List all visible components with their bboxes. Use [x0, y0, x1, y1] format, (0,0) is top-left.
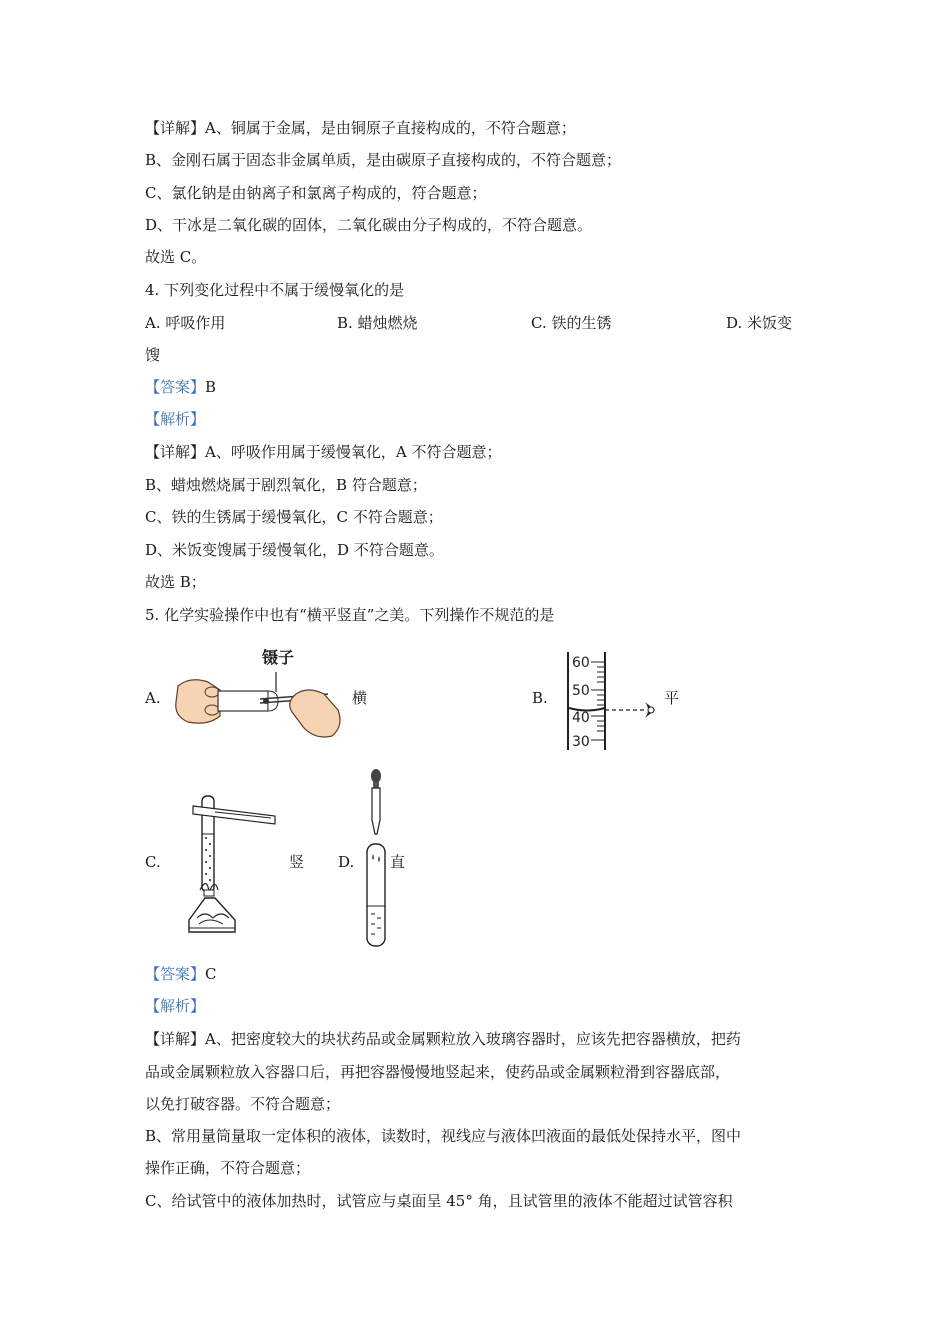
detail-line: 品或金属颗粒放入容器口后，再把容器慢慢地竖起来，使药品或金属颗粒滑到容器底部，	[145, 1063, 731, 1081]
answer-value: C	[205, 965, 217, 983]
detail-line: B、常用量筒量取一定体积的液体，读数时，视线应与液体凹液面的最低处保持水平，图中	[145, 1127, 742, 1145]
conclusion: 故选 B；	[145, 573, 206, 591]
detail-line: B、金刚石属于固态非金属单质，是由碳原子直接构成的，不符合题意；	[145, 151, 622, 169]
figure-d-dropper-test-tube	[360, 766, 392, 950]
tick-label-40: 40	[572, 710, 590, 726]
option-a: A. 呼吸作用	[145, 314, 226, 332]
figure-a-word: 横	[352, 689, 368, 707]
detail-paragraph	[145, 1029, 741, 1049]
figure-d-letter: D.	[338, 853, 355, 871]
detail-line: A、呼吸作用属于缓慢氧化，A 不符合题意；	[205, 443, 502, 461]
tweezers-label: 镊子	[262, 648, 295, 667]
detail-line: 以免打破容器。不符合题意；	[145, 1095, 341, 1113]
option-d: D. 米饭变	[726, 314, 793, 332]
answer-value: B	[205, 378, 217, 396]
figure-c-letter: C.	[145, 853, 161, 871]
analysis-tag: 【解析】	[145, 410, 206, 428]
tick-label-60: 60	[572, 655, 590, 671]
tick-label-50: 50	[572, 683, 590, 699]
option-wrap: 馊	[145, 346, 161, 364]
figure-c-heating-apparatus	[185, 794, 285, 936]
answer-line	[145, 377, 216, 397]
question-stem: 5. 化学实验操作中也有“横平竖直”之美。下列操作不规范的是	[145, 606, 555, 624]
figure-b-word: 平	[664, 689, 680, 707]
detail-line: C、氯化钠是由钠离子和氯离子构成的，符合题意；	[145, 184, 487, 202]
tick-label-30: 30	[572, 734, 590, 750]
option-b: B. 蜡烛燃烧	[337, 314, 418, 332]
detail-line: C、给试管中的液体加热时，试管应与桌面呈 45° 角，且试管里的液体不能超过试管容积	[145, 1192, 733, 1210]
analysis-tag: 【解析】	[145, 997, 206, 1015]
conclusion: 故选 C。	[145, 248, 207, 266]
answer-tag: 【答案】	[145, 965, 206, 983]
detail-paragraph	[145, 442, 501, 462]
figure-a-letter: A.	[145, 689, 161, 707]
detail-tag: 【详解】	[145, 1030, 206, 1048]
figure-a-tweezers-test-tube	[168, 664, 350, 742]
detail-line: D、米饭变馊属于缓慢氧化，D 不符合题意。	[145, 541, 444, 559]
figure-d-word: 直	[390, 853, 406, 871]
figure-c-word: 竖	[289, 853, 305, 871]
detail-line: D、干冰是二氧化碳的固体，二氧化碳由分子构成的，不符合题意。	[145, 216, 593, 234]
figure-b-letter: B.	[532, 689, 548, 707]
option-c: C. 铁的生锈	[531, 314, 612, 332]
detail-line: A、铜属于金属，是由铜原子直接构成的，不符合题意；	[205, 119, 576, 137]
detail-paragraph	[145, 118, 576, 138]
detail-tag: 【详解】	[145, 119, 206, 137]
question-stem: 4. 下列变化过程中不属于缓慢氧化的是	[145, 281, 405, 299]
answer-tag: 【答案】	[145, 378, 206, 396]
detail-line: C、铁的生锈属于缓慢氧化，C 不符合题意；	[145, 508, 443, 526]
detail-tag: 【详解】	[145, 443, 206, 461]
detail-line: 操作正确，不符合题意；	[145, 1159, 311, 1177]
detail-line: B、蜡烛燃烧属于剧烈氧化，B 符合题意；	[145, 476, 427, 494]
answer-line	[145, 964, 217, 984]
detail-line: A、把密度较大的块状药品或金属颗粒放入玻璃容器时，应该先把容器横放，把药	[205, 1030, 741, 1048]
